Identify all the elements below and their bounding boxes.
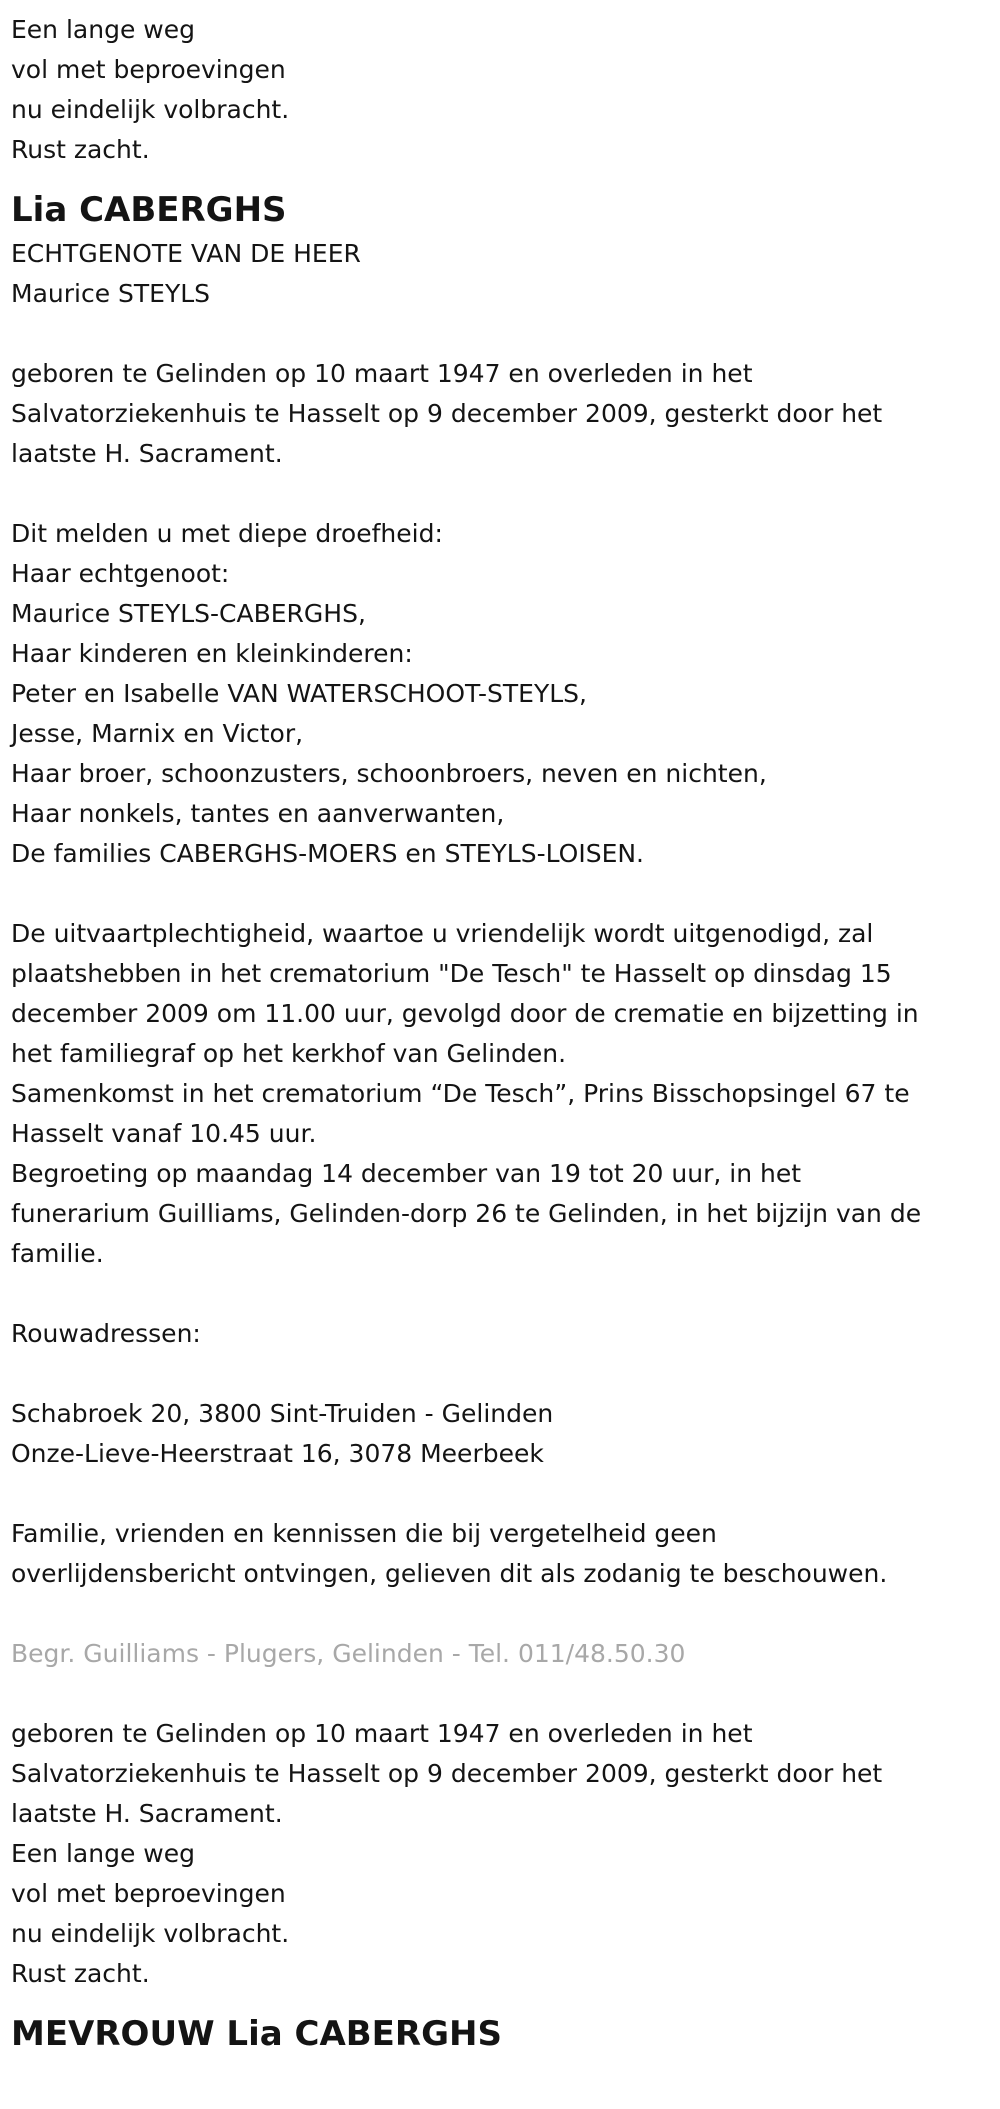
- repeat-birth-death-paragraph: [11, 1714, 1000, 1834]
- poem-line: Een lange weg: [11, 15, 195, 44]
- addresses-list: [11, 1394, 1000, 1474]
- spacer: [11, 314, 1000, 354]
- poem-line: Een lange weg: [11, 1839, 195, 1868]
- spacer: [11, 1594, 1000, 1634]
- announcement-paragraph: [11, 514, 1000, 874]
- poem-line: vol met beproevingen: [11, 55, 286, 84]
- repeat-poem: [11, 1834, 1000, 1994]
- funeral-paragraph: [11, 914, 1000, 1274]
- text-line: Haar broer, schoonzusters, schoonbroers, neven en nichten,: [11, 759, 767, 788]
- text-line: Haar echtgenoot:: [11, 559, 230, 588]
- text-line: het familiegraf op het kerkhof van Gelinden.: [11, 1039, 567, 1068]
- deceased-name: Lia CABERGHS: [11, 190, 287, 230]
- text-line: Haar nonkels, tantes en aanverwanten,: [11, 799, 505, 828]
- text-line: geboren te Gelinden op 10 maart 1947 en overleden in het: [11, 359, 753, 388]
- text-line: Peter en Isabelle VAN WATERSCHOOT-STEYLS,: [11, 679, 587, 708]
- text-line: plaatshebben in het crematorium "De Tesch" te Hasselt op dinsdag 15: [11, 959, 892, 988]
- text-line: De uitvaartplechtigheid, waartoe u vriendelijk wordt uitgenodigd, zal: [11, 919, 874, 948]
- spacer: [11, 1274, 1000, 1314]
- text-line: Haar kinderen en kleinkinderen:: [11, 639, 413, 668]
- text-line: familie.: [11, 1239, 104, 1268]
- birth-death-paragraph: [11, 354, 1000, 474]
- text-line: laatste H. Sacrament.: [11, 1799, 283, 1828]
- spacer: [11, 1474, 1000, 1514]
- poem-line: Rust zacht.: [11, 135, 150, 164]
- notice-paragraph: [11, 1514, 1000, 1594]
- text-line: laatste H. Sacrament.: [11, 439, 283, 468]
- spacer: [11, 1354, 1000, 1394]
- poem-line: nu eindelijk volbracht.: [11, 1919, 290, 1948]
- text-line: Jesse, Marnix en Victor,: [11, 719, 304, 748]
- spacer: [11, 474, 1000, 514]
- text-line: funerarium Guilliams, Gelinden-dorp 26 te Gelinden, in het bijzijn van de: [11, 1199, 922, 1228]
- text-line: december 2009 om 11.00 uur, gevolgd door de crematie en bijzetting in: [11, 999, 919, 1028]
- text-line: Familie, vrienden en kennissen die bij vergetelheid geen: [11, 1519, 717, 1548]
- poem-line: vol met beproevingen: [11, 1879, 286, 1908]
- poem-line: nu eindelijk volbracht.: [11, 95, 290, 124]
- text-line: Maurice STEYLS-CABERGHS,: [11, 599, 366, 628]
- mourning-addresses-label: Rouwadressen:: [11, 1319, 201, 1348]
- spouse-title: ECHTGENOTE VAN DE HEER: [11, 239, 361, 268]
- spouse-name: Maurice STEYLS: [11, 279, 211, 308]
- text-line: Salvatorziekenhuis te Hasselt op 9 december 2009, gesterkt door het: [11, 399, 883, 428]
- text-line: geboren te Gelinden op 10 maart 1947 en overleden in het: [11, 1719, 753, 1748]
- text-line: Dit melden u met diepe droefheid:: [11, 519, 443, 548]
- spacer: [11, 874, 1000, 914]
- text-line: Begroeting op maandag 14 december van 19 tot 20 uur, in het: [11, 1159, 802, 1188]
- spacer: [11, 1674, 1000, 1714]
- poem-line: Rust zacht.: [11, 1959, 150, 1988]
- text-line: Hasselt vanaf 10.45 uur.: [11, 1119, 317, 1148]
- footer-name: MEVROUW Lia CABERGHS: [11, 2014, 502, 2054]
- text-line: Salvatorziekenhuis te Hasselt op 9 december 2009, gesterkt door het: [11, 1759, 883, 1788]
- address-line: Schabroek 20, 3800 Sint-Truiden - Gelinden: [11, 1399, 554, 1428]
- text-line: overlijdensbericht ontvingen, gelieven dit als zodanig te beschouwen.: [11, 1559, 888, 1588]
- text-line: De families CABERGHS-MOERS en STEYLS-LOISEN.: [11, 839, 645, 868]
- intro-poem: [11, 10, 1000, 170]
- text-line: Samenkomst in het crematorium “De Tesch”, Prins Bisschopsingel 67 te: [11, 1079, 910, 1108]
- undertaker-credit: Begr. Guilliams - Plugers, Gelinden - Tel. 011/48.50.30: [11, 1639, 686, 1668]
- address-line: Onze-Lieve-Heerstraat 16, 3078 Meerbeek: [11, 1439, 544, 1468]
